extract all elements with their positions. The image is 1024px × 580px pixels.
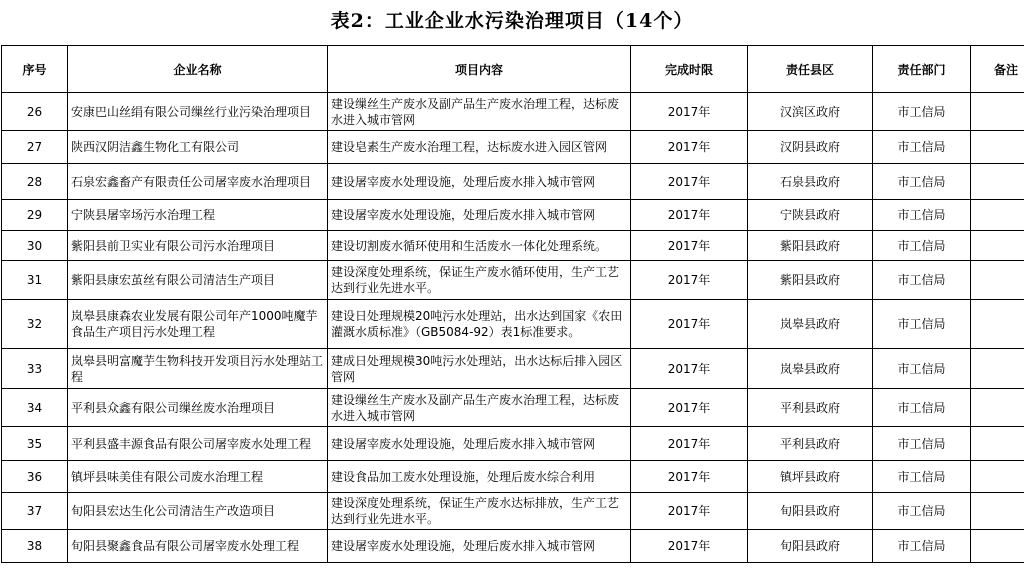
- cell-county: 旬阳县政府: [748, 530, 873, 563]
- cell-note: [971, 389, 1024, 427]
- table-row: [2, 427, 1024, 461]
- cell-deadline: 2017年: [631, 461, 748, 493]
- table-row: [2, 389, 1024, 427]
- cell-content: 建成日处理规模30吨污水处理站，出水达标后排入园区管网: [328, 349, 631, 389]
- cell-content: 建设日处理规模20吨污水处理站，出水达到国家《农田灌溉水质标准》（GB5084-92）表1标准要求。: [328, 300, 631, 349]
- cell-county: 汉阴县政府: [748, 131, 873, 164]
- cell-content: 建设皂素生产废水治理工程，达标废水进入园区管网: [328, 131, 631, 164]
- cell-company: 岚皋县康森农业发展有限公司年产1000吨魔芋食品生产项目污水处理工程: [68, 300, 328, 349]
- cell-dept: 市工信局: [873, 93, 971, 131]
- cell-county: 平利县政府: [748, 389, 873, 427]
- cell-company: 安康巴山丝绢有限公司缫丝行业污染治理项目: [68, 93, 328, 131]
- cell-company: 石泉宏鑫畜产有限责任公司屠宰废水治理项目: [68, 164, 328, 200]
- cell-no: 27: [2, 131, 68, 164]
- cell-note: [971, 530, 1024, 563]
- header-row: [2, 46, 1024, 93]
- cell-county: 紫阳县政府: [748, 231, 873, 261]
- cell-no: 35: [2, 427, 68, 461]
- header-note: 备注: [971, 46, 1024, 93]
- cell-county: 紫阳县政府: [748, 261, 873, 300]
- cell-note: [971, 131, 1024, 164]
- cell-dept: 市工信局: [873, 261, 971, 300]
- cell-company: 旬阳县宏达生化公司清洁生产改造项目: [68, 493, 328, 530]
- cell-content: 建设食品加工废水处理设施，处理后废水综合利用: [328, 461, 631, 493]
- cell-content: 建设屠宰废水处理设施，处理后废水排入城市管网: [328, 200, 631, 231]
- cell-note: [971, 461, 1024, 493]
- cell-deadline: 2017年: [631, 93, 748, 131]
- table-row: [2, 261, 1024, 300]
- cell-deadline: 2017年: [631, 349, 748, 389]
- table-row: [2, 93, 1024, 131]
- cell-county: 岚皋县政府: [748, 300, 873, 349]
- cell-no: 29: [2, 200, 68, 231]
- cell-content: 建设缫丝生产废水及副产品生产废水治理工程，达标废水进入城市管网: [328, 389, 631, 427]
- cell-note: [971, 200, 1024, 231]
- cell-deadline: 2017年: [631, 493, 748, 530]
- cell-dept: 市工信局: [873, 164, 971, 200]
- cell-content: 建设屠宰废水处理设施，处理后废水排入城市管网: [328, 164, 631, 200]
- cell-company: 紫阳县康宏茧丝有限公司清洁生产项目: [68, 261, 328, 300]
- project-table: [1, 45, 1024, 563]
- cell-company: 紫阳县前卫实业有限公司污水治理项目: [68, 231, 328, 261]
- cell-county: 镇坪县政府: [748, 461, 873, 493]
- cell-deadline: 2017年: [631, 231, 748, 261]
- cell-company: 宁陕县屠宰场污水治理工程: [68, 200, 328, 231]
- cell-company: 旬阳县聚鑫食品有限公司屠宰废水处理工程: [68, 530, 328, 563]
- cell-note: [971, 164, 1024, 200]
- cell-no: 32: [2, 300, 68, 349]
- cell-no: 37: [2, 493, 68, 530]
- cell-no: 34: [2, 389, 68, 427]
- cell-deadline: 2017年: [631, 261, 748, 300]
- table-row: [2, 461, 1024, 493]
- cell-dept: 市工信局: [873, 300, 971, 349]
- cell-no: 31: [2, 261, 68, 300]
- table-row: [2, 131, 1024, 164]
- header-county: 责任县区: [748, 46, 873, 93]
- table-row: [2, 200, 1024, 231]
- cell-note: [971, 93, 1024, 131]
- cell-deadline: 2017年: [631, 164, 748, 200]
- cell-no: 26: [2, 93, 68, 131]
- table-row: [2, 349, 1024, 389]
- cell-no: 30: [2, 231, 68, 261]
- cell-content: 建设深度处理系统，保证生产废水达标排放，生产工艺达到行业先进水平。: [328, 493, 631, 530]
- cell-content: 建设屠宰废水处理设施，处理后废水排入城市管网: [328, 530, 631, 563]
- cell-county: 石泉县政府: [748, 164, 873, 200]
- cell-deadline: 2017年: [631, 427, 748, 461]
- cell-no: 33: [2, 349, 68, 389]
- cell-note: [971, 231, 1024, 261]
- cell-company: 岚皋县明富魔芋生物科技开发项目污水处理站工程: [68, 349, 328, 389]
- cell-note: [971, 349, 1024, 389]
- cell-deadline: 2017年: [631, 200, 748, 231]
- header-dept: 责任部门: [873, 46, 971, 93]
- header-no: 序号: [2, 46, 68, 93]
- cell-content: 建设缫丝生产废水及副产品生产废水治理工程，达标废水进入城市管网: [328, 93, 631, 131]
- cell-note: [971, 300, 1024, 349]
- cell-content: 建设深度处理系统，保证生产废水循环使用，生产工艺达到行业先进水平。: [328, 261, 631, 300]
- cell-dept: 市工信局: [873, 461, 971, 493]
- cell-county: 旬阳县政府: [748, 493, 873, 530]
- cell-no: 28: [2, 164, 68, 200]
- cell-county: 岚皋县政府: [748, 349, 873, 389]
- page-title: 表2：工业企业水污染治理项目（14个）: [330, 10, 694, 32]
- header-company: 企业名称: [68, 46, 328, 93]
- table-row: [2, 231, 1024, 261]
- cell-company: 镇坪县味美佳有限公司废水治理工程: [68, 461, 328, 493]
- cell-county: 宁陕县政府: [748, 200, 873, 231]
- table-row: [2, 300, 1024, 349]
- cell-dept: 市工信局: [873, 530, 971, 563]
- cell-deadline: 2017年: [631, 530, 748, 563]
- cell-note: [971, 261, 1024, 300]
- cell-dept: 市工信局: [873, 131, 971, 164]
- cell-company: 陕西汉阴洁鑫生物化工有限公司: [68, 131, 328, 164]
- cell-note: [971, 493, 1024, 530]
- cell-deadline: 2017年: [631, 300, 748, 349]
- header-content: 项目内容: [328, 46, 631, 93]
- cell-dept: 市工信局: [873, 427, 971, 461]
- cell-dept: 市工信局: [873, 200, 971, 231]
- cell-county: 汉滨区政府: [748, 93, 873, 131]
- cell-no: 38: [2, 530, 68, 563]
- table-row: [2, 530, 1024, 563]
- table-row: [2, 493, 1024, 530]
- cell-no: 36: [2, 461, 68, 493]
- cell-note: [971, 427, 1024, 461]
- cell-dept: 市工信局: [873, 349, 971, 389]
- cell-dept: 市工信局: [873, 389, 971, 427]
- cell-content: 建设切割废水循环使用和生活废水一体化处理系统。: [328, 231, 631, 261]
- cell-dept: 市工信局: [873, 231, 971, 261]
- table-row: [2, 164, 1024, 200]
- header-deadline: 完成时限: [631, 46, 748, 93]
- cell-content: 建设屠宰废水处理设施，处理后废水排入城市管网: [328, 427, 631, 461]
- cell-deadline: 2017年: [631, 131, 748, 164]
- cell-deadline: 2017年: [631, 389, 748, 427]
- cell-dept: 市工信局: [873, 493, 971, 530]
- cell-company: 平利县众鑫有限公司缫丝废水治理项目: [68, 389, 328, 427]
- cell-company: 平利县盛丰源食品有限公司屠宰废水处理工程: [68, 427, 328, 461]
- cell-county: 平利县政府: [748, 427, 873, 461]
